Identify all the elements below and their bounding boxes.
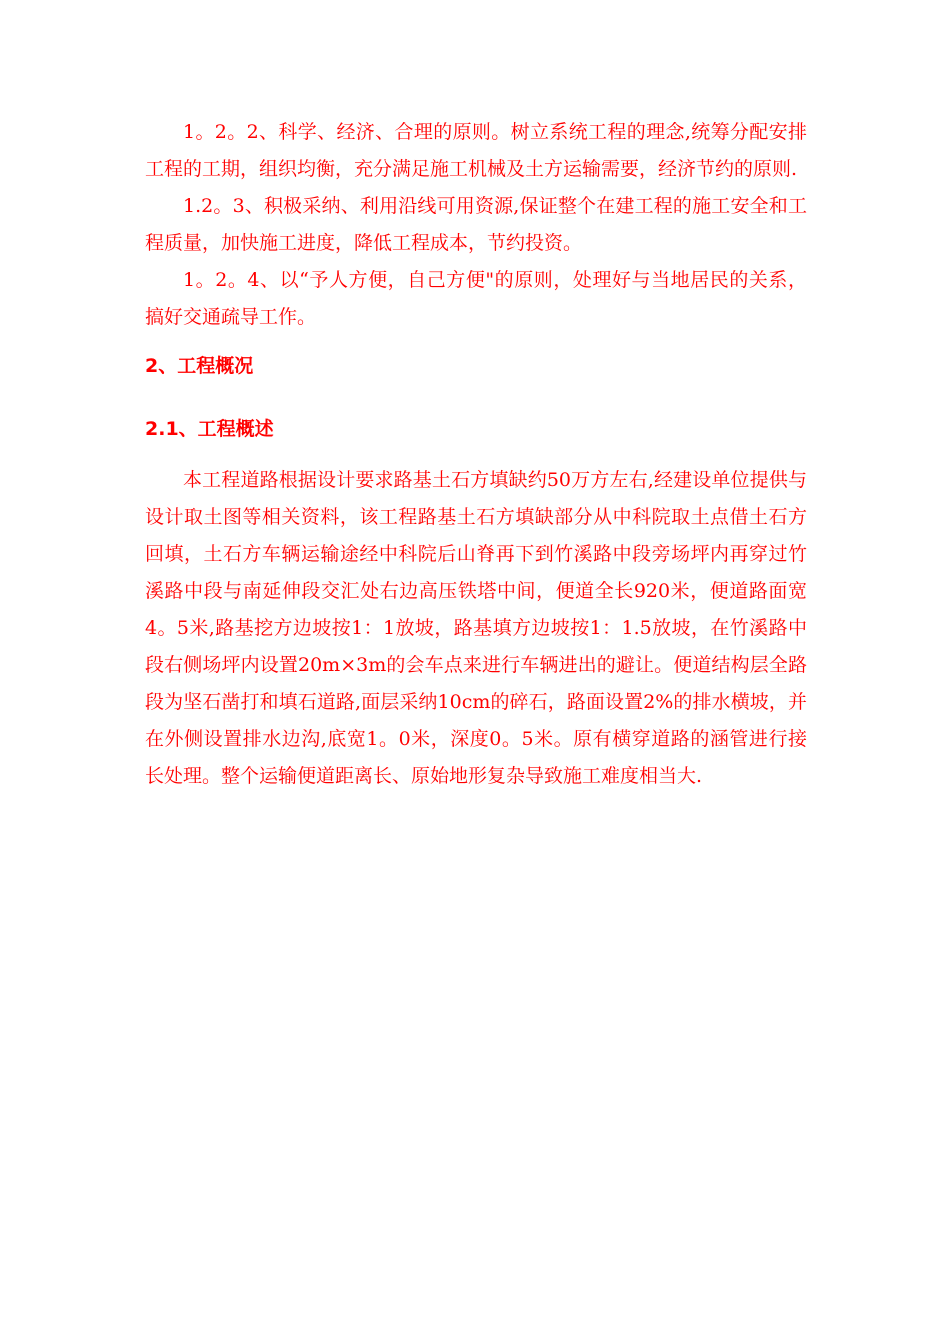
paragraph-principle-1-2-3: 1.2。3、积极采纳、利用沿线可用资源,保证整个在建工程的施工安全和工程质量，加快施工进度，降低工程成本，节约投资。 bbox=[145, 195, 807, 254]
paragraph-project-summary: 本工程道路根据设计要求路基土石方填缺约50万方左右,经建设单位提供与设计取土图等相关资料，该工程路基土石方填缺部分从中科院取土点借土石方回填，土石方车辆运输途经中科院后山脊再下到竹溪路中段旁场坪内再穿过竹溪路中段与南延伸段交汇处右边高压铁塔中间，便道全长920米，便道路面宽4。5米,路基挖方边坡按1：1放坡，路基填方边坡按1：1.5放坡，在竹溪路中段右侧场坪内设置20m×3m的会车点来进行车辆进出的避让。便道结构层全路段为坚石凿打和填石道路,面层采纳10cm的碎石，路面设置2%的排水横坡，并在外侧设置排水边沟,底宽1。0米，深度0。5米。原有横穿道路的涵管进行接长处理。整个运输便道距离长、原始地形复杂导致施工难度相当大. bbox=[145, 469, 807, 787]
document-body bbox=[145, 114, 807, 795]
paragraph-principle-1-2-4: 1。2。4、以“予人方便，自己方便"的原则，处理好与当地居民的关系，搞好交通疏导工作。 bbox=[145, 269, 807, 328]
section-heading-project-overview: 2、工程概况 bbox=[145, 355, 254, 377]
subsection-heading-project-summary: 2.1、工程概述 bbox=[145, 418, 274, 440]
paragraph-principle-1-2-2: 1。2。2、科学、经济、合理的原则。树立系统工程的理念,统筹分配安排工程的工期，组织均衡，充分满足施工机械及土方运输需要，经济节约的原则. bbox=[145, 121, 807, 180]
